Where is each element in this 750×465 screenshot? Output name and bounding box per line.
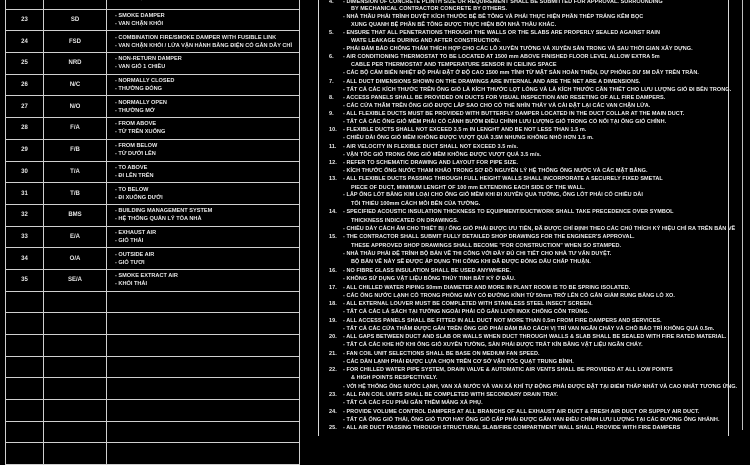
note-line (319, 79, 640, 85)
note-text: - ALL FAN COIL UNITS SHALL BE COMPLETED WITH SECONDARY DRAIN TRAY. (343, 392, 558, 398)
note-line (319, 54, 660, 60)
note-number: 5. (329, 30, 334, 36)
description (107, 400, 299, 421)
abbreviation (44, 313, 107, 334)
description-vietnamese: - GIÓ TƯƠI (115, 259, 145, 266)
note-line (319, 144, 518, 150)
description-english: - EXHAUST AIR (115, 229, 157, 236)
description (107, 422, 299, 443)
description (107, 335, 299, 356)
note-number: 20. (329, 334, 337, 340)
description (107, 313, 299, 334)
note-text: - ALL FLEXIBLE DUCTS PASSING THROUGH FULL HEIGHT WALLS SHALL INCORPORATE A SECURELY FIXED SMETAL (343, 176, 663, 182)
row-number (6, 378, 44, 399)
table-row (6, 400, 299, 422)
description-english: - FROM ABOVE (115, 121, 157, 128)
row-number: 26 (6, 75, 44, 96)
note-line (319, 417, 720, 423)
description-vietnamese: - ĐI XUỐNG DƯỚI (115, 194, 163, 201)
description (107, 357, 299, 378)
note-number: 25. (329, 425, 337, 431)
note-text: - TẤT CẢ CÁC KÍCH THƯỚC TRÊN ỐNG GIÓ LÀ KÍCH THƯỚC LỌT LÒNG VÀ LÀ KÍCH THƯỚC CẦN THIẾT CHO LƯU LƯỢNG GIÓ ĐI BÊN TRONG. (343, 87, 732, 93)
row-number: 30 (6, 162, 44, 183)
note-text: THICKNESS INDICATED ON DRAWINGS. (351, 218, 459, 224)
description-vietnamese: - ĐI LÊN TRÊN (115, 172, 154, 179)
description (107, 183, 299, 204)
abbreviation (44, 357, 107, 378)
note-text: - NHÀ THẦU PHẢI TRÌNH DUYỆT KÍCH THƯỚC BỆ BÊ TÔNG VÀ PHẢI THỰC HIỆN PHẦN THÉP TRÁNG KẼM BỌC (343, 14, 644, 20)
note-text: - VỚI HỆ THỐNG ỐNG NƯỚC LẠNH, VAN XẢ NƯỚC VÀ VAN XẢ KHÍ TỰ ĐỘNG PHẢI ĐƯỢC ĐẶT TẠI ĐIỂM THẤP NHẤT VÀ CAO NHẤT TƯƠNG ỨNG. (343, 384, 738, 390)
note-line (319, 0, 663, 5)
note-line (319, 409, 699, 415)
note-text: - FAN COIL UNIT SELECTIONS SHALL BE BASE ON MEDIUM FAN SPEED. (343, 351, 540, 357)
note-line (319, 160, 518, 166)
note-line (319, 176, 663, 182)
note-number: 7. (329, 79, 334, 85)
table-row (6, 422, 299, 444)
description-english: - TO ABOVE (115, 164, 148, 171)
description-english: - SMOKE EXTRACT AIR (115, 273, 178, 280)
note-number: 13. (329, 176, 337, 182)
note-line (319, 285, 630, 291)
row-number: 34 (6, 248, 44, 269)
note-line (319, 30, 660, 36)
table-row (6, 292, 299, 314)
row-number: 29 (6, 140, 44, 161)
note-text: - ALL FLEXIBLE DUCTS MUST BE PROVIDED WITH BUTTERFLY DAMPER LOCATED IN THE DUCT COLLAR AT THE MAIN DUCT. (343, 111, 685, 117)
row-number (6, 0, 44, 9)
abbreviation: N/O (44, 96, 107, 117)
description (107, 227, 299, 248)
note-text: - KÍCH THƯỚC ỐNG NƯỚC THAM KHẢO TRONG SƠ ĐỒ NGUYÊN LÝ HỆ THỐNG ỐNG NƯỚC VÀ CÁC MẶT BẰNG. (343, 168, 648, 174)
note-number: 18. (329, 301, 337, 307)
row-number (6, 357, 44, 378)
abbreviation (44, 292, 107, 313)
table-row (6, 335, 299, 357)
row-number: 28 (6, 118, 44, 139)
description (107, 292, 299, 313)
note-text: - CHIỀU DÀY CÁCH ÂM CHO THIẾT BỊ / ỐNG GIÓ PHẢI ĐƯỢC ƯU TIÊN, ĐÃ ĐƯỢC CHỈ ĐỊNH THEO CÁC CHÚ THÍCH KÝ HIỆU CHỈ RA TRÊN BẢN VẼ (343, 226, 736, 232)
abbreviation: O/A (44, 248, 107, 269)
table-row (6, 313, 299, 335)
note-text: - TẤT CẢ CÁC ỐNG GIÓ MỀM PHẢI CÓ CÁNH BƯỚM ĐIỀU CHỈNH LƯU LƯỢNG GIÓ TRONG CỔ NỐI TẠI ỐNG GIÓ CHÍNH. (343, 119, 667, 125)
note-line (319, 234, 635, 240)
note-text: - ALL CHILLED WATER PIPING 50mm DIAMETER AND MORE IN PLANT ROOM IS TO BE SPRING ISOLATED. (343, 285, 631, 291)
description (107, 205, 299, 226)
note-line (319, 14, 643, 20)
description-english: - NON-RETURN DAMPER (115, 56, 182, 63)
description-english: - BUILDING MANAGEMENT SYSTEM (115, 208, 213, 215)
note-text: BY MECHANICAL CONTRACTOR CONCRETE BY OTHERS. (351, 6, 508, 12)
note-line (319, 70, 699, 76)
row-number (6, 335, 44, 356)
note-line (319, 384, 737, 390)
description (107, 378, 299, 399)
note-line (319, 342, 643, 348)
note-number: 21. (329, 351, 337, 357)
description (107, 75, 299, 96)
note-number: 10. (329, 127, 337, 133)
description-vietnamese: - VAN GIÓ 1 CHIỀU (115, 64, 166, 71)
note-number: 4. (329, 0, 334, 5)
note-text: WATE LEAKAGE DURING AND AFTER CONSTRUCTION. (351, 38, 501, 44)
note-text: - TẤT CẢ ỐNG GIÓ THẢI, ỐNG GIÓ TƯƠI HAY ỐNG GIÓ CẤP PHẢI ĐƯỢC GẮN VAN ĐIỀU CHỈNH LƯU LƯỢNG TẠI CÁC ĐƯỜNG ỐNG NHÁNH. (343, 417, 720, 423)
table-row (6, 357, 299, 379)
table-row (6, 0, 299, 10)
note-number: 19. (329, 318, 337, 324)
note-line (319, 375, 437, 381)
note-text: & HIGH POINTS RESPECTIVELY. (351, 375, 438, 381)
row-number: 23 (6, 10, 44, 31)
row-number: 31 (6, 183, 44, 204)
note-line (319, 367, 673, 373)
note-line (319, 95, 665, 101)
description-english: - COMBINATION FIRE/SMOKE DAMPER WITH FUSIBLE LINK (115, 34, 277, 41)
note-line (319, 392, 558, 398)
note-text: - SPECIFIED ACOUSTIC INSULATION THICKNESS TO EQUIPMENT/DUCTWORK SHALL TAKE PRECEDENCE OVER SYMBOL (343, 209, 674, 215)
description (107, 10, 299, 31)
note-number: 9. (329, 111, 334, 117)
note-text: - REFER TO SCHEMATIC DRAWING AND LAYOUT FOR PIPE SIZE. (343, 160, 519, 166)
row-number (6, 422, 44, 443)
note-text: PIECE OF DUCT, MINIMUM LENGHT OF 100 mm EXTENDING EACH SIDE OF THE WALL. (351, 185, 586, 191)
note-text: - LẮP ỐNG LÓT BẰNG KIM LOẠI CHO ỐNG GIÓ MỀM KHI ĐI XUYÊN QUA TƯỜNG, ỐNG LÓT PHẢI CÓ CHIỀU DÀI (343, 192, 643, 198)
note-line (319, 334, 726, 340)
table-row (6, 378, 299, 400)
description-vietnamese: - TỪ DƯỚI LÊN (115, 151, 156, 158)
note-text: - AIR VELOCITY IN FLEXIBLE DUCT SHALL NOT EXCEED 3.5 m/s. (343, 144, 519, 150)
note-line (319, 243, 621, 249)
note-number: 11. (329, 144, 337, 150)
table-row (6, 270, 299, 292)
note-text: - TẤT CẢ CÁC CỬA THĂM ĐƯỢC GẮN TRÊN ỐNG GIÓ PHẢI ĐẢM BẢO CÁCH VỊ TRÍ VAN NGĂN CHÁY VÀ CHỖ BẢO TRÌ KHÔNG QUÁ 0.5m. (343, 326, 715, 332)
row-number: 35 (6, 270, 44, 291)
description (107, 443, 299, 464)
table-row (6, 96, 299, 118)
description (107, 118, 299, 139)
note-line (319, 111, 684, 117)
abbreviation: SE/A (44, 270, 107, 291)
abbreviation (44, 400, 107, 421)
note-line (319, 201, 480, 207)
description-vietnamese: - GIÓ THẢI (115, 237, 144, 244)
note-line (319, 359, 574, 365)
note-line (319, 119, 666, 125)
note-text: - ALL AIR DUCT PASSING THROUGH STRUCTURAL SLAB/FIRE COMPARTMENT WALL SHALL PROVIDE WITH FIRE DAMPERS (343, 425, 681, 431)
note-text: - PHẢI ĐẢM BẢO CHỐNG THẤM THÍCH HỢP CHO CÁC LỖ XUYÊN TƯỜNG VÀ XUYÊN SÀN TRONG VÀ SAU THỜI GIAN XÂY DỰNG. (343, 46, 693, 52)
note-number: 15. (329, 234, 337, 240)
abbreviation: N/C (44, 75, 107, 96)
note-text: - CHIỀU DÀI ỐNG GIÓ MỀM KHÔNG ĐƯỢC VƯỢT QUÁ 3.5M NHƯNG KHÔNG NHỎ HƠN 1.5 m. (343, 135, 594, 141)
note-line (319, 127, 586, 133)
note-text: - VẬN TỐC GIÓ TRONG ỐNG GIÓ MỀM KHÔNG ĐƯỢC VƯỢT QUÁ 3.5 m/s. (343, 152, 542, 158)
note-line (319, 301, 593, 307)
abbreviation: FSD (44, 31, 107, 52)
drawing-border-line (742, 0, 743, 430)
note-line (319, 185, 585, 191)
description (107, 248, 299, 269)
note-text: - TẤT CẢ CÁC KHE HỞ KHI ỐNG GIÓ XUYÊN TƯỜNG, SÀN PHẢI ĐƯỢC TRÁT KÍN BẰNG VẬT LIỆU NGĂN CHÁY. (343, 342, 643, 348)
note-text: - ACCESS PANELS SHALL BE PROVIDED ON DUCTS FOR VISUAL INSPECTION AND RESETING OF ALL FIRE DAMPERS. (343, 95, 666, 101)
note-text: - CÁC BỘ CẢM BIẾN NHIỆT ĐỘ PHẢI ĐẶT Ở ĐỘ CAO 1500 mm TÍNH TỪ MẶT SÀN HOÀN THIỆN, DỰ PHÒNG DƯ 5M DÂY TRÊN TRẦN. (343, 70, 699, 76)
description (107, 53, 299, 74)
note-line (319, 259, 591, 265)
table-row (6, 205, 299, 227)
note-text: BỘ BẢN VẼ NÀY SẼ ĐƯỢC ÁP DỤNG THI CÔNG KHI ĐÃ ĐƯỢC ĐÓNG DẤU CHẤP THUẬN. (351, 259, 591, 265)
description-english: - SMOKE DAMPER (115, 13, 165, 20)
description-english: - NORMALLY CLOSED (115, 78, 175, 85)
note-number: 8. (329, 95, 334, 101)
row-number (6, 292, 44, 313)
description-vietnamese: - VAN CHẶN KHÓI / LỬA VẬN HÀNH BẰNG ĐIỆN CÓ GẮN DÂY CHÌ (115, 42, 293, 49)
abbreviation: T/A (44, 162, 107, 183)
description-english: - OUTSIDE AIR (115, 251, 155, 258)
note-text: - NO FIBRE GLASS INSULATION SHALL BE USED ANYWHERE. (343, 268, 512, 274)
abbreviation: F/A (44, 118, 107, 139)
abbreviation: SD (44, 10, 107, 31)
note-number: 6. (329, 54, 334, 60)
row-number (6, 313, 44, 334)
note-line (319, 218, 459, 224)
general-notes-panel (318, 0, 738, 436)
note-number: 12. (329, 160, 337, 166)
note-line (319, 268, 511, 274)
note-line (319, 103, 650, 109)
abbreviation: T/B (44, 183, 107, 204)
row-number (6, 443, 44, 464)
table-row (6, 31, 299, 53)
note-line (319, 152, 541, 158)
note-text: TỐI THIỂU 100mm CÁCH MỖI BÊN CỦA TƯỜNG. (351, 201, 481, 207)
abbreviation: NRD (44, 53, 107, 74)
note-line (319, 46, 693, 52)
table-row (6, 75, 299, 97)
note-text: - CÁC ỐNG NƯỚC LẠNH CÓ TRONG PHÒNG MÁY CÓ ĐƯỜNG KÍNH TỪ 50mm TRỞ LÊN CÓ GẮN GIẢM RUNG BẰNG LÒ XO. (343, 293, 675, 299)
table-row (6, 53, 299, 75)
description-vietnamese: - KHÓI THẢI (115, 281, 148, 288)
note-text: - TẤT CẢ CÁC FCU PHẢI GẮN THÊM MÁNG XẢ PHỤ. (343, 400, 483, 406)
description-vietnamese: - TỪ TRÊN XUỐNG (115, 129, 166, 136)
table-row (6, 118, 299, 140)
abbreviation: E/A (44, 227, 107, 248)
abbreviation (44, 378, 107, 399)
note-line (319, 293, 675, 299)
row-number: 25 (6, 53, 44, 74)
note-line (319, 226, 735, 232)
note-text: - ALL DUCT DIMENSIONS SHOWN ON THE DRAWINGS ARE INTERNAL AND ARE THE NET ARE A DIMENSIONS. (343, 79, 641, 85)
description-vietnamese: - THƯỜNG MỞ (115, 107, 155, 114)
description (107, 162, 299, 183)
note-text: - DIMENSION OF CONCRETE PLINTH SIZE OR REQUIREMENT SHALL BE SUBMITTED FOR APPROVAL. SURROUNDING (343, 0, 663, 5)
description (107, 96, 299, 117)
note-text: THESE APPROVED SHOP DRAWINGS SHALL BECOME "FOR CONSTRUCTION" WHEN SO STAMPED. (351, 243, 622, 249)
description (107, 270, 299, 291)
note-number: 17. (329, 285, 337, 291)
table-row (6, 248, 299, 270)
description (107, 140, 299, 161)
note-text: - NHÀ THẦU PHẢI ĐỆ TRÌNH BỘ BẢN VẼ THI CÔNG VỚI ĐẦY ĐỦ CHI TIẾT CHO NHÀ TƯ VẤN DUYỆT. (343, 251, 612, 257)
note-line (319, 38, 501, 44)
note-line (319, 326, 714, 332)
row-number: 27 (6, 96, 44, 117)
description-vietnamese (115, 0, 299, 2)
note-text: - AIR CONDITIONING THERMOSTAT TO BE LOCATED AT 1500 mm ABOVE FINISHED FLOOR LEVEL ALLOW EXTRA 5m (343, 54, 660, 60)
row-number: 32 (6, 205, 44, 226)
note-text: - ALL GAPS BETWEEN DUCT AND SLAB OR WALLS WHEN DUCT THROUGH WALLS & SLAB SHALL BE SEALED WITH FIRE RATED MATERIAL. (343, 334, 727, 340)
note-text: - CÁC DÀN LẠNH PHẢI ĐƯỢC LỰA CHỌN TRÊN CƠ SỞ VẬN TỐC QUẠT TRUNG BÌNH. (343, 359, 574, 365)
abbreviation-table (5, 0, 300, 465)
note-text: - PROVIDE VOLUME CONTROL DAMPERS AT ALL BRANCHS OF ALL EXHAUST AIR DUCT & FRESH AIR DUCT OR SUPPLY AIR DUCT. (343, 409, 700, 415)
description-vietnamese: - THƯỜNG ĐÓNG (115, 86, 163, 93)
abbreviation (44, 422, 107, 443)
note-text: - KHÔNG SỬ DỤNG VẬT LIỆU BÔNG THỦY TINH BẤT KỲ Ở ĐÂU. (343, 276, 516, 282)
description (107, 31, 299, 52)
description-english: - NORMALLY OPEN (115, 99, 167, 106)
note-text: - CÁC CỬA THĂM TRÊN ỐNG GIÓ ĐƯỢC LẮP SAO CHO CÓ THỂ NHÌN THẤY VÀ CÀI ĐẶT LẠI CÁC VAN CHẶN LỬA. (343, 103, 651, 109)
note-line (319, 192, 643, 198)
row-number: 33 (6, 227, 44, 248)
note-line (319, 168, 648, 174)
note-line (319, 22, 556, 28)
note-number: 14. (329, 209, 337, 215)
table-row (6, 183, 299, 205)
note-line (319, 309, 589, 315)
description-english: - FROM BELOW (115, 143, 158, 150)
description-vietnamese: - VAN CHẶN KHÓI (115, 21, 164, 28)
note-number: 16. (329, 268, 337, 274)
note-line (319, 351, 540, 357)
note-text: XUNG QUANH BỆ PHẦN BÊ TÔNG ĐƯỢC THỰC HIỆN BỞI NHÀ THẦU KHÁC. (351, 22, 557, 28)
note-number: 23. (329, 392, 337, 398)
note-text: - TẤT CẢ CÁC LÁ SÁCH TẠI TƯỜNG NGOÀI PHẢI CÓ GẮN LƯỚI INOX CHỐNG CÔN TRÙNG. (343, 309, 590, 315)
note-line (319, 251, 611, 257)
table-row (6, 140, 299, 162)
note-number: 24. (329, 409, 337, 415)
note-line (319, 209, 674, 215)
abbreviation: F/B (44, 140, 107, 161)
description-vietnamese: - HỆ THỐNG QUẢN LÝ TÒA NHÀ (115, 216, 202, 223)
abbreviation (44, 335, 107, 356)
note-line (319, 135, 594, 141)
note-line (319, 276, 516, 282)
table-row (6, 227, 299, 249)
note-line (319, 62, 557, 68)
description-english: - TO BELOW (115, 186, 149, 193)
note-line (319, 87, 731, 93)
note-text: - ALL ACCESS PANELS SHALL BE FITTED IN ALL DUCT NOT MORE THAN 0.5m FROM FIRE DAMPERS AND SERVICES. (343, 318, 662, 324)
table-row (6, 162, 299, 184)
abbreviation (44, 443, 107, 464)
note-text: - ENSURE THAT ALL PENETRATIONS THROUGH THE WALLS OR THE SLABS ARE PROPERLY SEALED AGAINST RAIN (343, 30, 660, 36)
abbreviation (44, 0, 107, 9)
note-text: - FLEXIBLE DUCTS SHALL NOT EXCEED 3.5 m IN LENGHT AND BE NOT LESS THAN 1.5 m. (343, 127, 587, 133)
table-row (6, 443, 299, 465)
note-text: CABLE PER THERMOSTAT AND TEMPERATURE SENSOR IN CEILING SPACE (351, 62, 557, 68)
note-line (319, 318, 662, 324)
table-row (6, 10, 299, 32)
abbreviation: BMS (44, 205, 107, 226)
note-text: - FOR CHILLED WATER PIPE SYSTEM, DRAIN VALVE & AUTOMATIC AIR VENTS SHALL BE PROVIDED AT ALL LOW POINTS (343, 367, 673, 373)
note-number: 22. (329, 367, 337, 373)
note-line (319, 400, 483, 406)
note-line (319, 6, 507, 12)
row-number: 24 (6, 31, 44, 52)
note-text: - ALL EXTERNAL LOUVER MUST BE COMPLETED WITH STAINLESS STEEL INSECT SCREEN. (343, 301, 593, 307)
note-text: - THE CONTRACTOR SHALL SUBMIT FULLY DETAILED SHOP DRAWINGS FOR THE ENGINEER'S APPROVAL. (343, 234, 635, 240)
row-number (6, 400, 44, 421)
description (107, 0, 299, 9)
note-line (319, 425, 680, 431)
